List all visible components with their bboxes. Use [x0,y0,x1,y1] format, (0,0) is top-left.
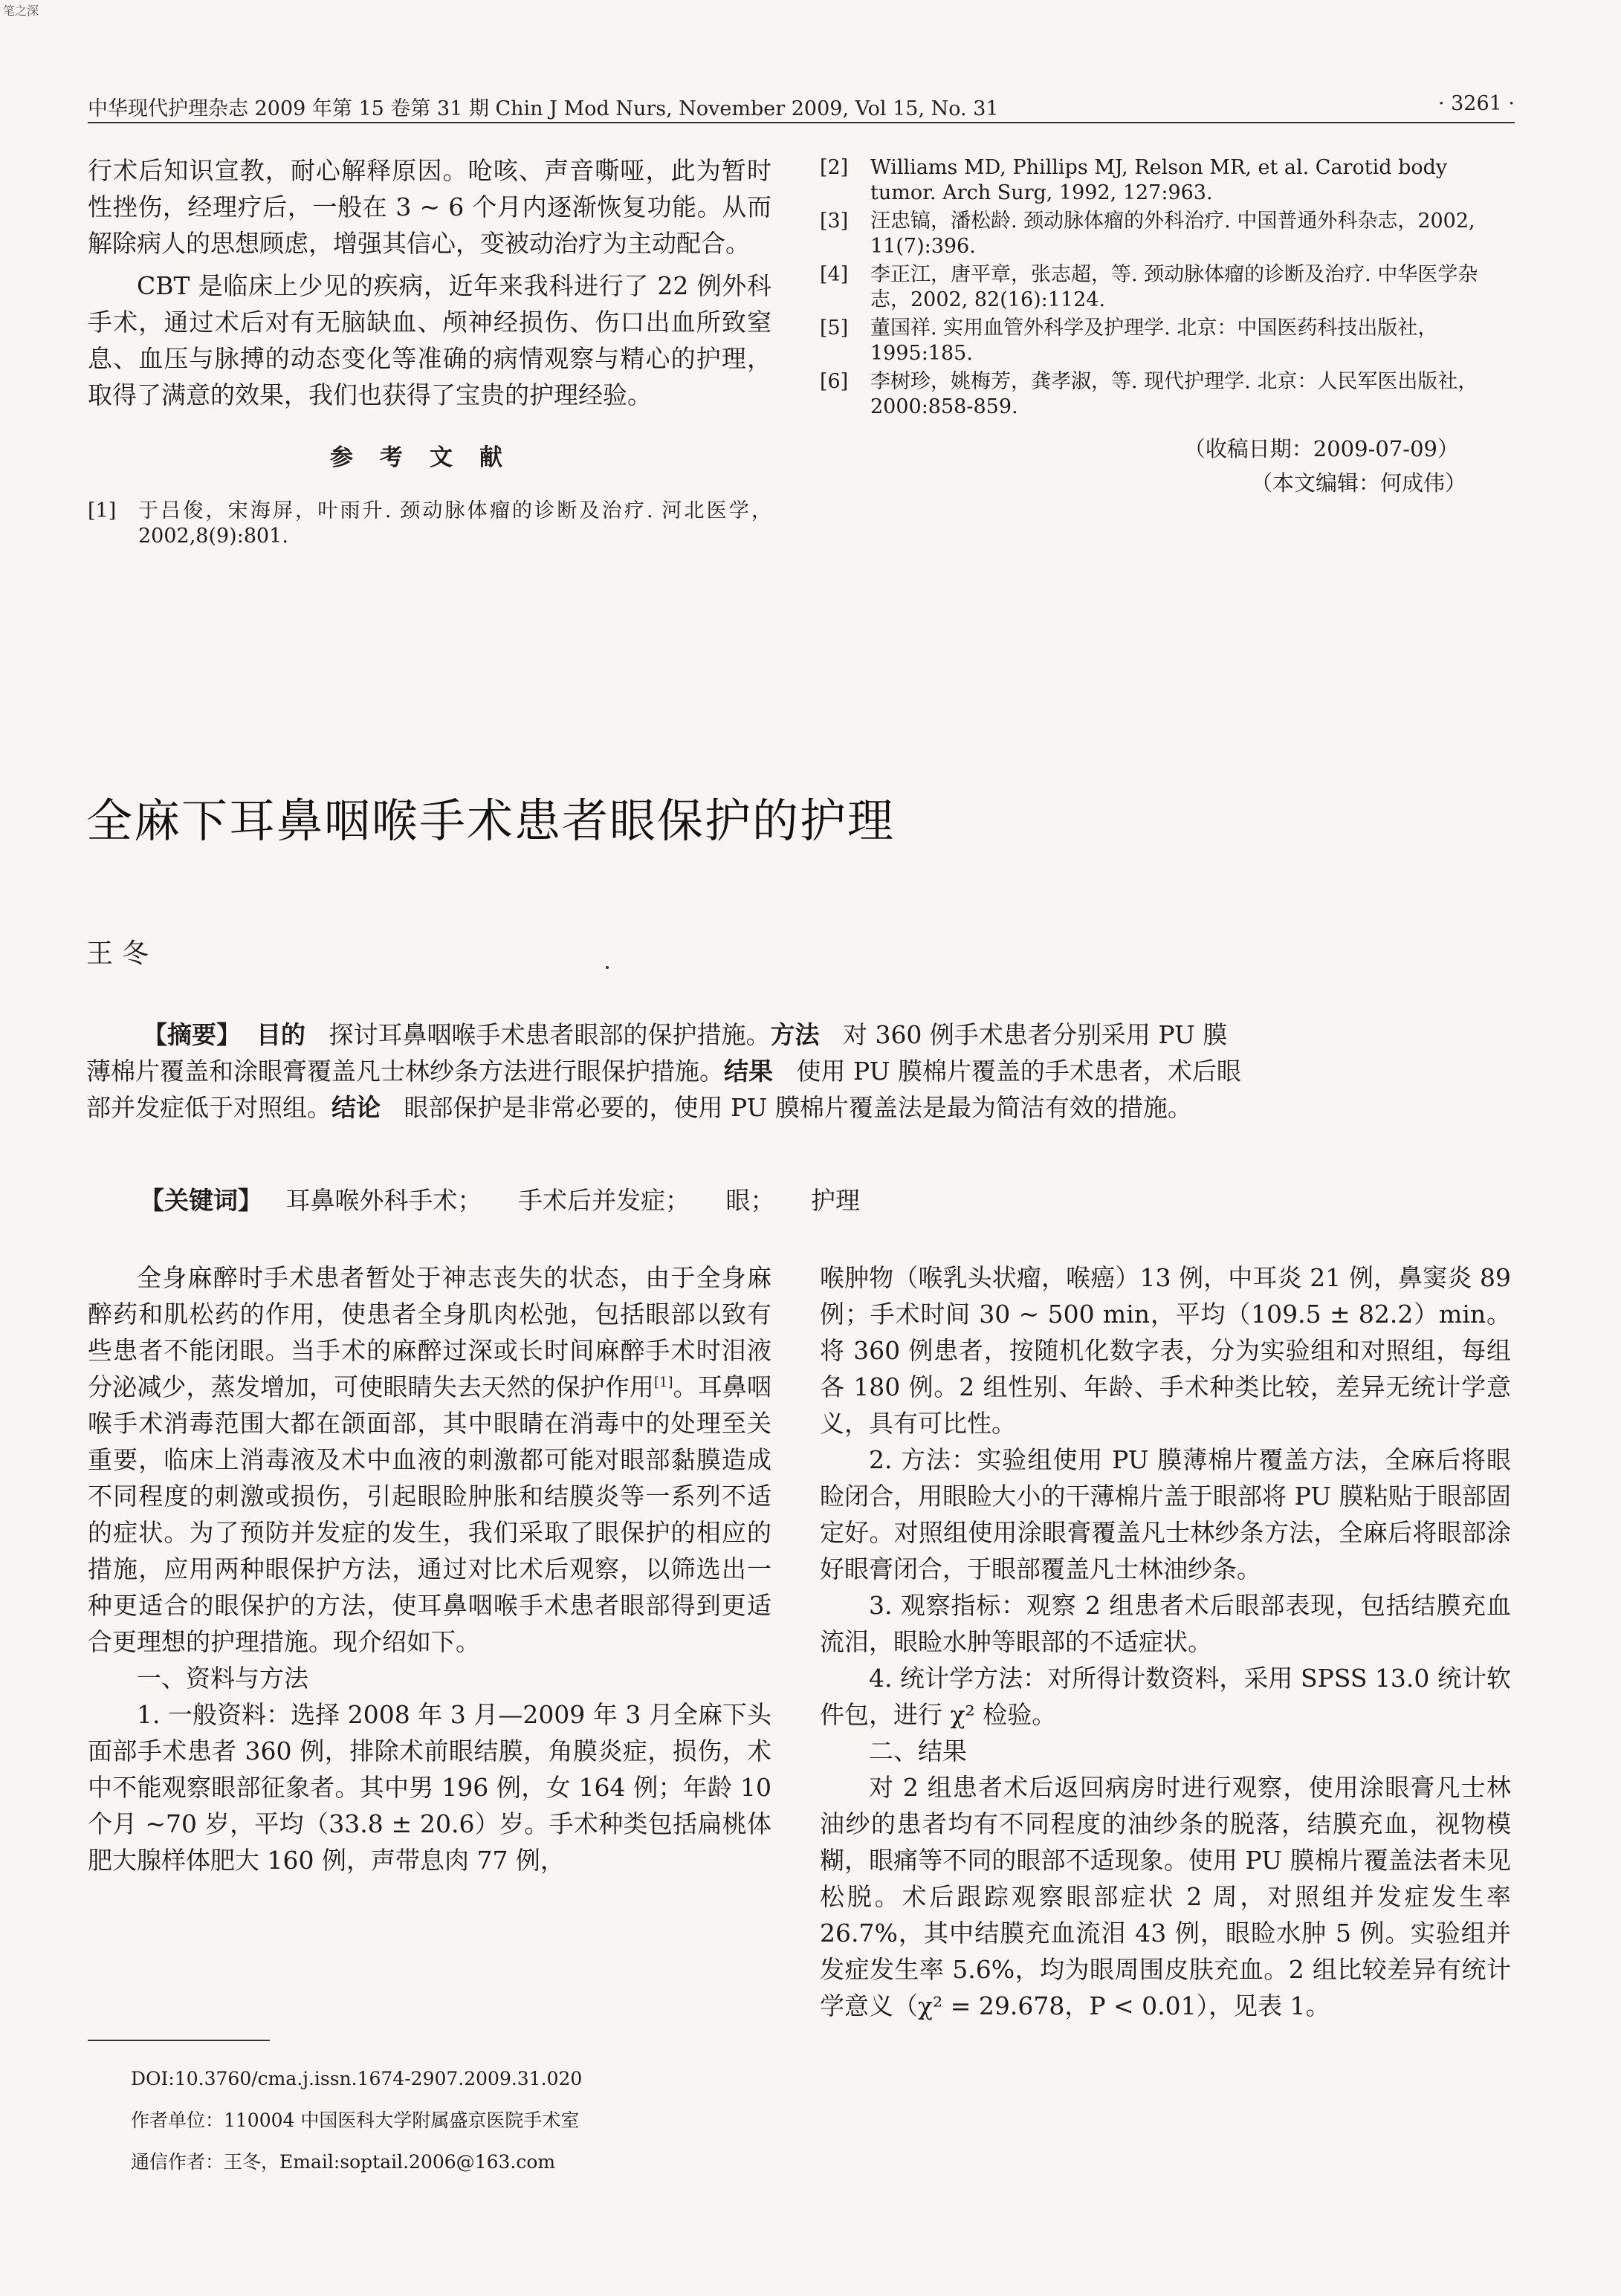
methods-text: 对 360 例手术患者分别采用 PU 膜薄棉片覆盖和涂眼膏覆盖凡士林纱条方法进行眼保护措施。 [86,1020,1228,1086]
article-author: 王冬 [86,938,158,969]
prev-paragraph-2: CBT 是临床上少见的疾病，近年来我科进行了 22 例外科手术，通过术后对有无脑缺血、颅神经损伤、伤口出血所致窒息、血压与脉搏的动态变化等准确的病情观察与精心的护理，取得了满意的效果，我们也获得了宝贵的护理经验。 [88,271,771,409]
editor-note: （本文编辑：何成伟） [1250,470,1466,496]
prev-paragraph-1: 行术后知识宣教，耐心解释原因。呛咳、声音嘶哑，此为暂时性挫伤，经理疗后，一般在 3 ~ 6 个月内逐渐恢复功能。从而解除病人的思想顾虑，增强其信心，变被动治疗为主动配合。 [88,156,771,258]
reference-item: [3] 汪忠镐，潘松龄. 颈动脉体瘤的外科治疗. 中国普通外科杂志，2002, 11(7):396. [820,210,1475,258]
conclusion-text: 眼部保护是非常必要的，使用 PU 膜棉片覆盖法是最为简洁有效的措施。 [404,1093,1192,1122]
abstract-label: 【摘要】 [143,1020,241,1049]
body-left-column [88,1259,771,1878]
received-date: （收稿日期：2009-07-09） [1183,436,1459,461]
footnote-rule [88,2040,270,2041]
page-number: · 3261 · [1437,92,1515,115]
reference-item: [2] Williams MD, Phillips MJ, Relson MR, et al. Carotid body tumor. Arch Surg, 1992, 127:963. [820,156,1448,204]
journal-citation: 中华现代护理杂志 2009 年第 15 卷第 31 期 Chin J Mod Nurs, November 2009, Vol 15, No. 31 [88,97,999,120]
conclusion-label: 结论 [331,1093,381,1122]
references-title: 参考文献 [330,444,529,471]
reference-item: [1] 于吕俊，宋海屏，叶雨升. 颈动脉体瘤的诊断及治疗. 河北医学，2002,8(9):801. [88,499,771,548]
footnote-doi: DOI:10.3760/cma.j.issn.1674-2907.2009.31.020 [131,2068,583,2089]
footnote-affiliation: 作者单位：110004 中国医科大学附属盛京医院手术室 [131,2109,580,2131]
decorative-dot [606,966,609,969]
body-paragraph: 3. 观察指标：观察 2 组患者术后眼部表现，包括结膜充血流泪，眼睑水肿等眼部的不适症状。 [820,1591,1511,1656]
reference-item: [4] 李正江，唐平章，张志超，等. 颈动脉体瘤的诊断及治疗. 中华医学杂志，2002, 82(16):1124. [820,263,1478,311]
footnote-correspondence: 通信作者：王冬，Email:soptail.2006@163.com [131,2151,556,2173]
body-right-column [820,1259,1511,2024]
keyword: 耳鼻喉外科手术； [285,1186,482,1215]
body-paragraph: 2. 方法：实验组使用 PU 膜薄棉片覆盖方法，全麻后将眼睑闭合，用眼睑大小的干薄棉片盖于眼部将 PU 膜粘贴于眼部固定好。对照组使用涂眼膏覆盖凡士林纱条方法，全麻后将眼部涂好眼膏闭合，于眼部覆盖凡士林油纱条。 [820,1445,1511,1583]
section-heading: 一、资料与方法 [137,1664,308,1693]
reference-item: [6] 李树珍，姚梅芳，龚孝淑，等. 现代护理学. 北京：人民军医出版社，2000:858-859. [820,370,1478,418]
references-list [820,152,1511,500]
keyword: 手术后并发症； [517,1186,690,1215]
objective-text: 探讨耳鼻咽喉手术患者眼部的保护措施。 [329,1020,771,1049]
keywords [140,1181,888,1216]
keyword: 护理 [810,1186,860,1215]
methods-label: 方法 [770,1020,820,1049]
keyword: 眼； [725,1186,775,1215]
body-paragraph: 喉肿物（喉乳头状瘤，喉癌）13 例，中耳炎 21 例，鼻窦炎 89 例；手术时间 30 ~ 500 min，平均（109.5 ± 82.2）min。将 360 例患者，按随机化数字表，分为实验组和对照组，每组各 180 例。2 组性别、年龄、手术种类比较，差异无统计学意义，具有可比性。 [820,1263,1511,1438]
prev-article-left-column [88,152,771,549]
body-paragraph: 4. 统计学方法：对所得计数资料，采用 SPSS 13.0 统计软件包，进行 χ² 检验。 [820,1664,1511,1729]
citation-marker: [1] [653,1375,673,1390]
article-title: 全麻下耳鼻咽喉手术患者眼保护的护理 [86,794,896,848]
objective-label: 目的 [256,1020,305,1049]
results-label: 结果 [724,1057,773,1086]
results-text: 使用 PU 膜棉片覆盖的手术患者，术后眼部并发症低于对照组。 [86,1057,1241,1122]
body-paragraph: 1. 一般资料：选择 2008 年 3 月—2009 年 3 月全麻下头面部手术患者 360 例，排除术前眼结膜，角膜炎症，损伤，术中不能观察眼部征象者。其中男 196 例，女 164 例；年龄 10 个月 ~70 岁，平均（33.8 ± 20.6）岁。手术种类包括扁桃体肥大腺样体肥大 160 例，声带息肉 77 例， [88,1700,771,1875]
corner-mark: 笔之深 [3,4,39,18]
body-paragraph: 对 2 组患者术后返回病房时进行观察，使用涂眼膏凡士林油纱的患者均有不同程度的油纱条的脱落，结膜充血，视物模糊，眼痛等不同的眼部不适现象。使用 PU 膜棉片覆盖法者未见松脱。术后跟踪观察眼部症状 2 周，对照组并发症发生率 26.7%，其中结膜充血流泪 43 例，眼睑水肿 5 例。实验组并发症发生率 5.6%，均为眼周围皮肤充血。2 组比较差异有统计学意义（χ² = 29.678，P < 0.01），见表 1。 [820,1773,1511,2020]
running-header [88,92,1515,121]
abstract [86,1016,1246,1126]
reference-item: [5] 董国祥. 实用血管外科学及护理学. 北京：中国医药科技出版社，1995:185. [820,317,1438,365]
header-rule [88,122,1515,123]
section-heading: 二、结果 [869,1736,967,1765]
keywords-label: 【关键词】 [140,1186,262,1215]
body-paragraph: 全身麻醉时手术患者暂处于神志丧失的状态，由于全身麻醉药和肌松药的作用，使患者全身肌肉松弛，包括眼部以致有些患者不能闭眼。当手术的麻醉过深或长时间麻醉手术时泪液分泌减少，蒸发增加，可使眼睛失去天然的保护作用[1]。耳鼻咽喉手术消毒范围大都在颌面部，其中眼睛在消毒中的处理至关重要，临床上消毒液及术中血液的刺激都可能对眼部黏膜造成不同程度的刺激或损伤，引起眼睑肿胀和结膜炎等一系列不适的症状。为了预防并发症的发生，我们采取了眼保护的相应的措施，应用两种眼保护方法，通过对比术后观察，以筛选出一种更适合的眼保护的方法，使耳鼻咽喉手术患者眼部得到更适合更理想的护理措施。现介绍如下。 [88,1263,772,1656]
